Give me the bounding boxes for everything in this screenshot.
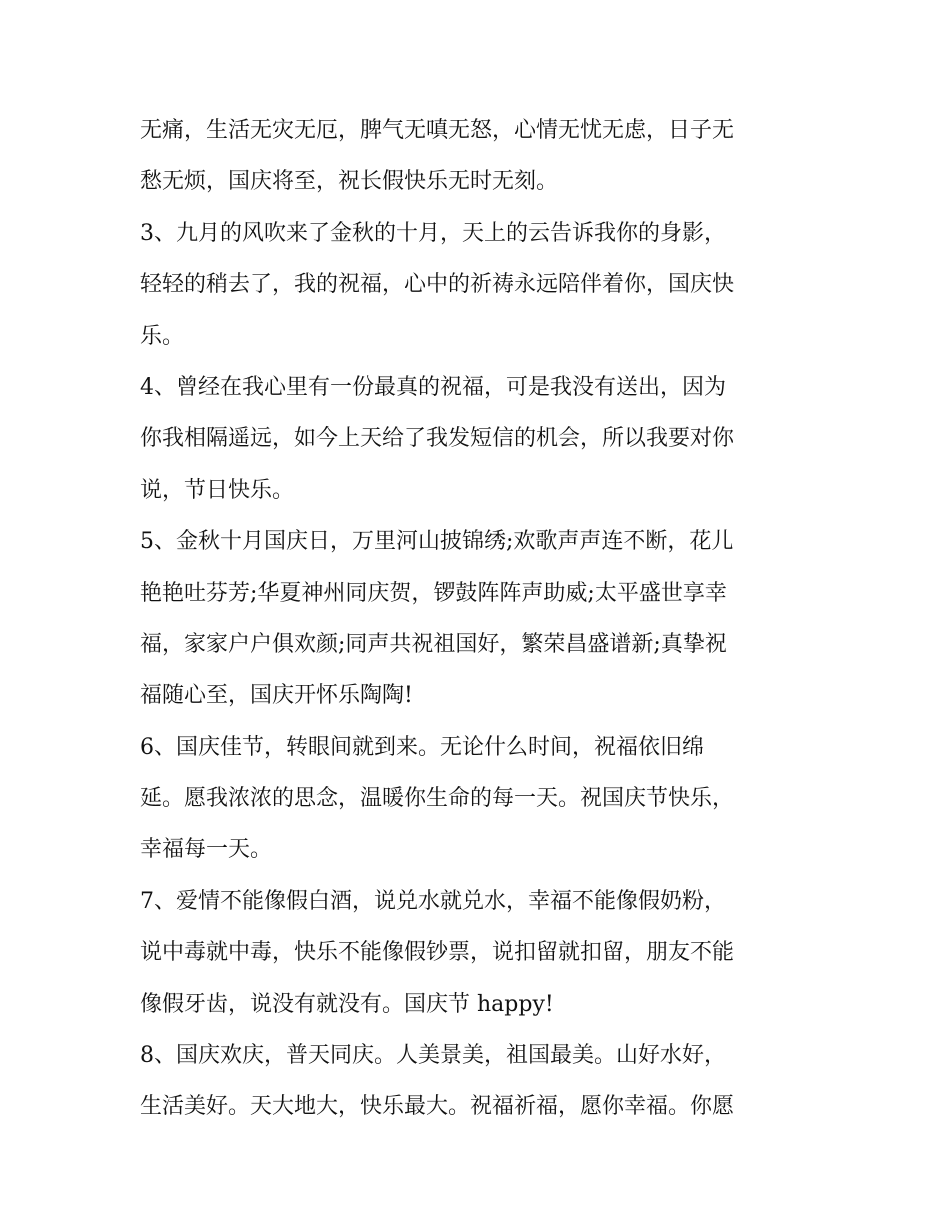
text-line: 说，节日快乐。: [140, 477, 295, 503]
text-line: 幸福每一天。: [140, 837, 273, 863]
text-line: 像假牙齿，说没有就没有。国庆节 happy!: [140, 991, 554, 1017]
text-line: 生活美好。天大地大，快乐最大。祝福祈福，愿你幸福。你愿: [140, 1094, 735, 1120]
text-line: 8、国庆欢庆，普天同庆。人美景美，祖国最美。山好水好，: [140, 1043, 726, 1069]
text-line: 延。愿我浓浓的思念，温暖你生命的每一天。祝国庆节快乐，: [140, 786, 735, 812]
text-line: 6、国庆佳节，转眼间就到来。无论什么时间，祝福依旧绵: [140, 734, 704, 760]
text-line: 福，家家户户俱欢颜;同声共祝祖国好，繁荣昌盛谱新;真挚祝: [140, 631, 727, 657]
text-line: 轻轻的稍去了，我的祝福，心中的祈祷永远陪伴着你，国庆快: [140, 272, 735, 298]
text-line: 3、九月的风吹来了金秋的十月，天上的云告诉我你的身影，: [140, 220, 726, 246]
text-line: 5、金秋十月国庆日，万里河山披锦绣;欢歌声声连不断，花儿: [140, 529, 734, 555]
text-line: 4、曾经在我心里有一份最真的祝福，可是我没有送出，因为: [140, 374, 726, 400]
text-line: 愁无烦，国庆将至，祝长假快乐无时无刻。: [140, 169, 559, 195]
text-line: 福随心至，国庆开怀乐陶陶!: [140, 683, 413, 709]
text-line: 无痛，生活无灾无厄，脾气无嗔无怒，心情无忧无虑，日子无: [140, 118, 735, 143]
text-line: 艳艳吐芬芳;华夏神州同庆贺，锣鼓阵阵声助威;太平盛世享幸: [140, 580, 727, 606]
document-body: [140, 105, 830, 1133]
text-line: 7、爱情不能像假白酒，说兑水就兑水，幸福不能像假奶粉，: [140, 888, 726, 914]
text-line: 说中毒就中毒，快乐不能像假钞票，说扣留就扣留，朋友不能: [140, 940, 735, 966]
text-line: 乐。: [140, 323, 185, 349]
text-line: 你我相隔遥远，如今上天给了我发短信的机会，所以我要对你: [140, 426, 735, 452]
